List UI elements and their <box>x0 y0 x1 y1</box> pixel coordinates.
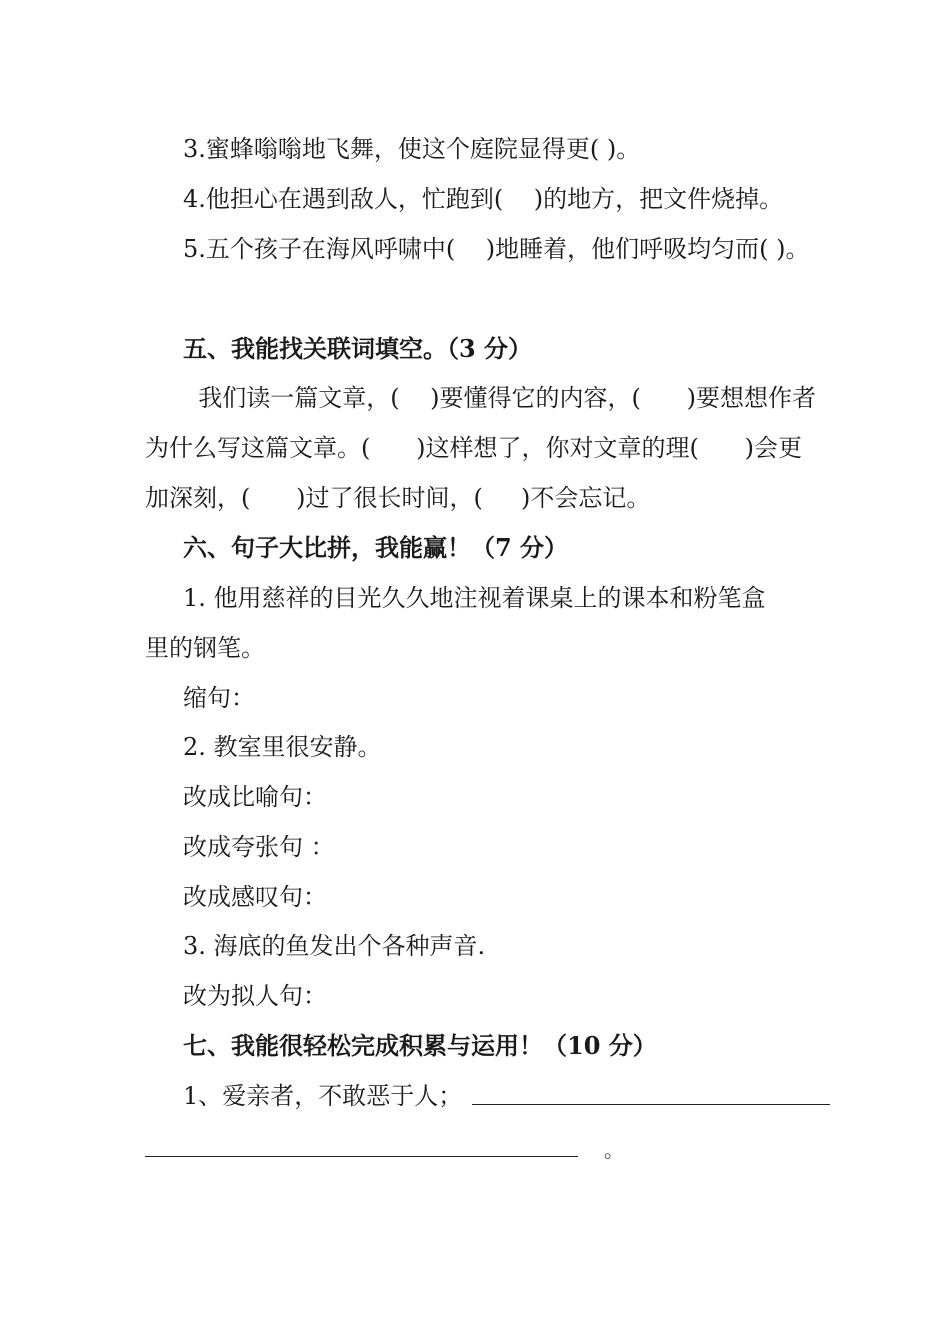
section6-q1-line2: 里的钢笔。 <box>145 634 265 662</box>
answer-blank-line-2 <box>145 1156 578 1157</box>
section7-q1-end: 。 <box>604 1138 624 1162</box>
section6-q1-line1: 1. 他用慈祥的目光久久地注视着课桌上的课本和粉笔盒 <box>183 584 766 612</box>
section6-q2-task2: 改成夸张句 ： <box>183 833 335 861</box>
section4-item5: 5.五个孩子在海风呼啸中( )地睡着，他们呼吸均匀而( )。 <box>183 235 810 263</box>
section6-heading: 六、句子大比拼，我能赢！（7 分） <box>183 533 569 562</box>
section7-q1: 1、爱亲者，不敢恶于人； <box>183 1082 463 1110</box>
section5-line2: 为什么写这篇文章。( )这样想了，你对文章的理( )会更 <box>145 434 802 462</box>
section6-q1-task: 缩句： <box>183 684 255 712</box>
section5-line1: 我们读一篇文章，( )要懂得它的内容，( )要想想作者 <box>183 384 816 412</box>
section7-heading: 七、我能很轻松完成积累与运用！（10 分） <box>183 1031 657 1060</box>
section5-line3: 加深刻，( )过了很长时间，( )不会忘记。 <box>145 484 651 512</box>
section4-item4: 4.他担心在遇到敌人，忙跑到( )的地方，把文件烧掉。 <box>183 185 784 213</box>
section6-q2-task1: 改成比喻句： <box>183 783 327 811</box>
section6-q3: 3. 海底的鱼发出个各种声音. <box>183 932 486 960</box>
section6-q3-task: 改为拟人句： <box>183 982 327 1010</box>
section6-q2: 2. 教室里很安静。 <box>183 733 382 761</box>
answer-blank-line-1 <box>472 1104 830 1105</box>
section6-q2-task3: 改成感叹句： <box>183 883 327 911</box>
section5-heading: 五、我能找关联词填空。（3 分） <box>183 334 533 363</box>
section4-item3: 3.蜜蜂嗡嗡地飞舞，使这个庭院显得更( )。 <box>183 135 641 163</box>
